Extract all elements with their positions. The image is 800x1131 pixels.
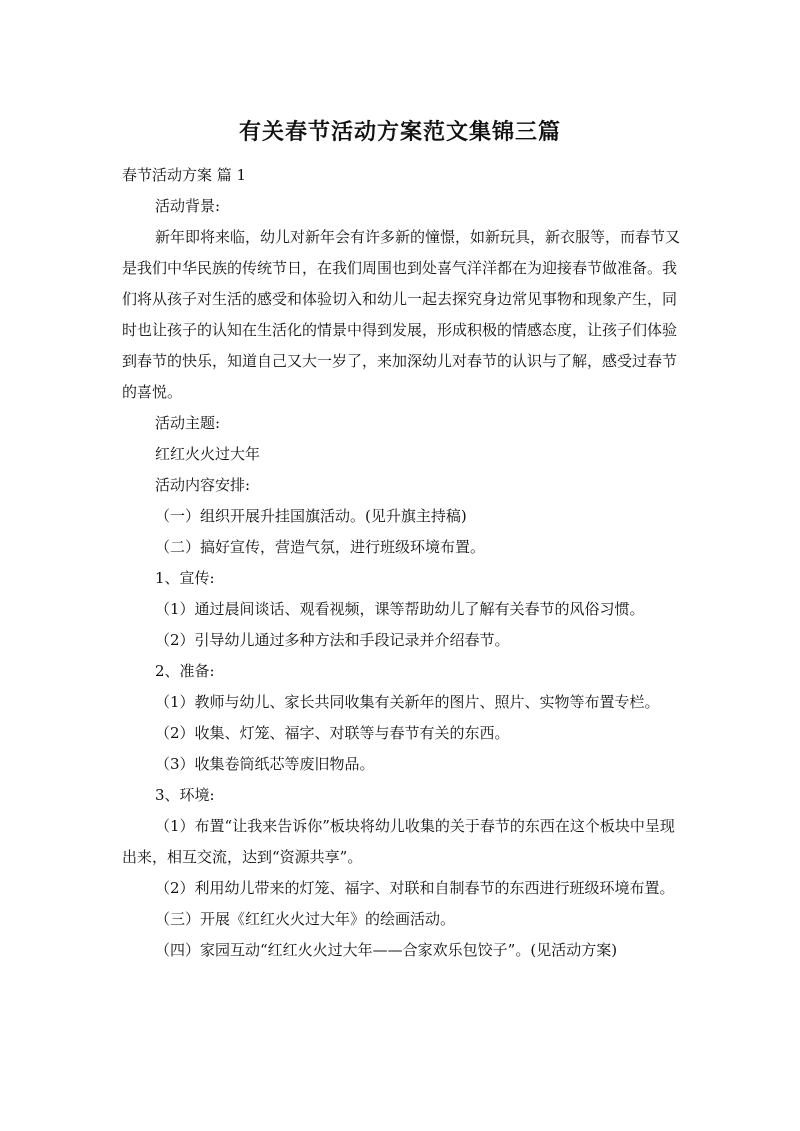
paragraph: （2）收集、灯笼、福字、对联等与春节有关的东西。 [155, 724, 510, 742]
paragraph: （2）利用幼儿带来的灯笼、福字、对联和自制春节的东西进行班级环境布置。 [155, 879, 675, 897]
paragraph: （三）开展《红红火火过大年》的绘画活动。 [155, 910, 456, 928]
paragraph: 活动主题: [155, 414, 221, 432]
paragraph: 新年即将来临，幼儿对新年会有许多新的憧憬，如新玩具，新衣服等，而春节又是我们中华民族的传统节日，在我们周围也到处喜气洋洋都在为迎接春节做准备。我们将从孩子对生活的感受和体验切入和幼儿一起去探究身边常见事物和现象产生，同时也让孩子的认知在生活化的情景中得到发展，形成积极的情感态度，让孩子们体验到春节的快乐，知道自己又大一岁了，来加深幼儿对春节的认识与了解，感受过春节的喜悦。 [122, 228, 681, 401]
paragraph: 春节活动方案 篇 1 [122, 166, 247, 184]
document-body [122, 160, 682, 966]
paragraph: （3）收集卷筒纸芯等废旧物品。 [155, 755, 375, 773]
paragraph: （一）组织开展升挂国旗活动。(见升旗主持稿) [155, 507, 467, 525]
paragraph: 红红火火过大年 [155, 445, 261, 463]
paragraph: （1）布置“让我来告诉你”板块将幼儿收集的关于春节的东西在这个板块中呈现出来，相互交流，达到“资源共享”。 [122, 817, 675, 866]
paragraph: （1）教师与幼儿、家长共同收集有关新年的图片、照片、实物等布置专栏。 [155, 693, 660, 711]
paragraph: 活动背景: [155, 197, 221, 215]
paragraph: （四）家园互动“红红火火过大年——合家欢乐包饺子”。(见活动方案) [155, 941, 618, 959]
paragraph: （二）搞好宣传，营造气氛，进行班级环境布置。 [155, 538, 486, 556]
document-title: 有关春节活动方案范文集锦三篇 [238, 120, 561, 145]
paragraph: 活动内容安排: [155, 476, 251, 494]
paragraph: （2）引导幼儿通过多种方法和手段记录并介绍春节。 [155, 631, 510, 649]
paragraph: （1）通过晨间谈话、观看视频，课等帮助幼儿了解有关春节的风俗习惯。 [155, 600, 645, 618]
paragraph: 1、宣传: [155, 569, 215, 587]
paragraph: 3、环境: [155, 786, 215, 804]
paragraph: 2、准备: [155, 662, 215, 680]
